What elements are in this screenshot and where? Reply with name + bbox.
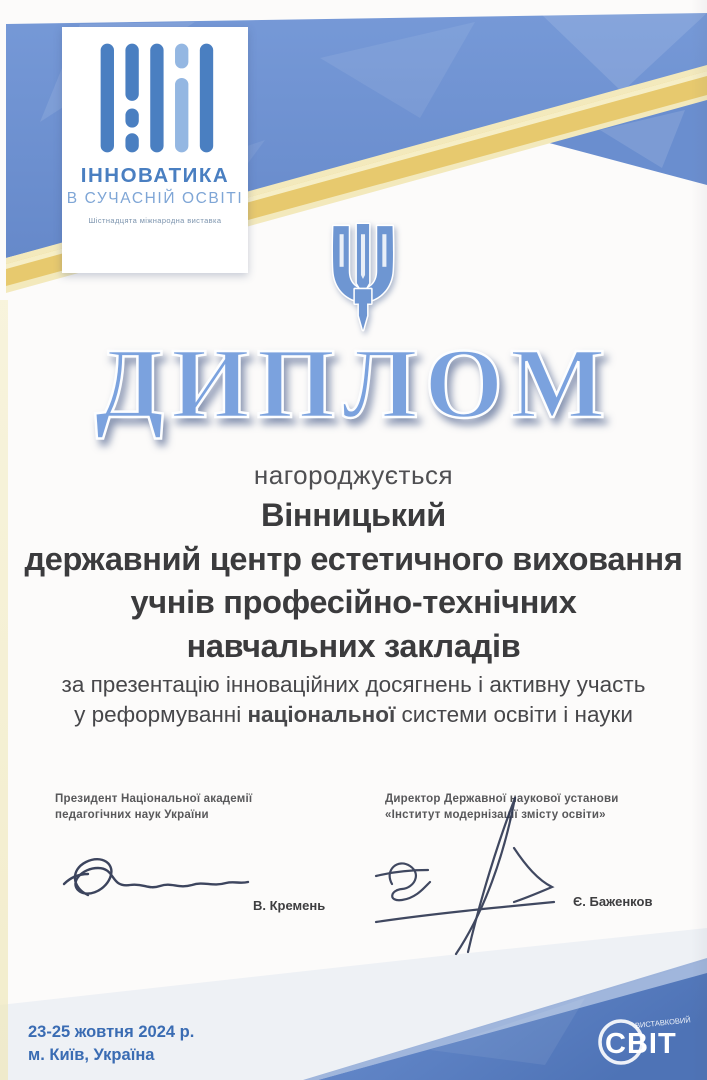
organizer-logo-main-text: СВІТ (605, 1028, 677, 1060)
event-location: м. Київ, Україна (28, 1045, 155, 1064)
diploma-heading: ДИПЛОМ (94, 327, 613, 439)
signatory-left-title-line2: педагогічних наук України (55, 808, 209, 821)
organizer-svit-logo (595, 1000, 701, 1076)
reason-line2-bold: національної (247, 701, 396, 727)
exhibition-logo-subtitle: В СУЧАСНІЙ ОСВІТІ (66, 190, 244, 207)
reason-line2-pre: у реформуванні (74, 701, 248, 727)
award-reason-block (0, 670, 707, 729)
signatory-right-title (385, 792, 619, 823)
reason-line2-post: системи освіти і науки (395, 701, 633, 727)
innovatika-bars-icon (93, 39, 217, 157)
exhibition-logo-title: ІННОВАТИКА (80, 164, 230, 187)
recipient-line: учнів професійно-технічних (130, 584, 577, 620)
recipient-line: Вінницький (261, 497, 446, 533)
signatory-right-title-line1: Директор Державної наукової установи (385, 793, 619, 805)
signatory-right-title-line2: «Інститут модернізації змісту освіти» (385, 808, 606, 821)
recipient-line: навчальних закладів (186, 627, 521, 664)
organizer-logo-small-text: ВИСТАВКОВИЙ (634, 1015, 692, 1031)
trident-icon (326, 222, 400, 334)
event-date-location (28, 1021, 194, 1066)
event-dates: 23-25 жовтня 2024 р. (28, 1023, 195, 1041)
signatory-right-name: Є. Баженков (573, 894, 653, 909)
signatory-left-name: В. Кремень (253, 898, 326, 913)
awarded-label: нагороджується (253, 460, 454, 490)
signatory-left-title (55, 792, 252, 823)
exhibition-logo-caption: Шістнадцята міжнародна виставка (88, 216, 222, 225)
award-reason-line2 (0, 700, 707, 730)
signatory-left-title-line1: Президент Національної академії (55, 793, 253, 805)
recipient-line: державний центр естетичного виховання (24, 540, 683, 577)
award-reason-line1: за презентацію інноваційних досягнень і активну участь (61, 672, 646, 697)
exhibition-logo-card (62, 27, 248, 273)
recipient-name-block (0, 494, 707, 668)
